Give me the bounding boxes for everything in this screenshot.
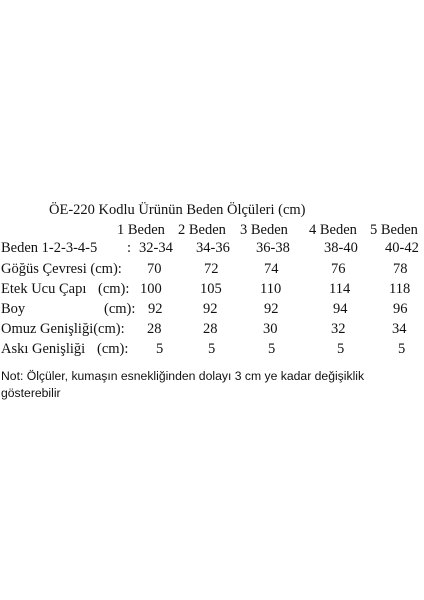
row-label: Askı Genişliği (1, 341, 86, 357)
size-header-4: 4 Beden (309, 222, 357, 238)
row-value: 34 (392, 321, 407, 337)
chart-title: ÖE-220 Kodlu Ürünün Beden Ölçüleri (cm) (49, 202, 306, 218)
row-value: 92 (148, 301, 163, 317)
row-label: Beden 1-2-3-4-5 (1, 240, 98, 256)
row-value: 32 (331, 321, 346, 337)
row-value: 5 (156, 341, 164, 357)
row-value: 38-40 (324, 240, 358, 256)
row-value: 28 (147, 321, 162, 337)
row-value: 70 (147, 261, 162, 277)
row-value: 110 (260, 281, 282, 297)
size-header-2: 2 Beden (178, 222, 226, 238)
row-value: 28 (203, 321, 218, 337)
row-value: 105 (200, 281, 222, 297)
row-value: 5 (208, 341, 216, 357)
measurement-note: Not: Ölçüler, kumaşın esnekliğinden dolayı 3 cm ye kadar değişiklik gösterebilir (1, 369, 365, 400)
row-value: 36-38 (256, 240, 290, 256)
row-unit: (cm): (98, 281, 130, 297)
table-row-boy (0, 302, 424, 322)
table-row-beden (0, 241, 424, 261)
row-value: 100 (140, 281, 162, 297)
row-value: 32-34 (139, 240, 173, 256)
row-value: 76 (331, 261, 346, 277)
row-unit: (cm): (97, 341, 129, 357)
row-value: 94 (333, 301, 348, 317)
row-value: 92 (203, 301, 218, 317)
row-value: 5 (337, 341, 345, 357)
size-header-1: 1 Beden (117, 222, 165, 238)
row-value: 30 (263, 321, 278, 337)
row-label: Boy (1, 301, 26, 317)
row-value: 34-36 (196, 240, 230, 256)
row-unit: (cm): (104, 301, 136, 317)
size-header-3: 3 Beden (240, 222, 288, 238)
row-label: Göğüs Çevresi (cm): (1, 261, 122, 277)
row-label: Etek Ucu Çapı (1, 281, 87, 297)
row-value: 78 (393, 261, 408, 277)
row-value: 40-42 (385, 240, 419, 256)
row-value: 5 (398, 341, 406, 357)
row-value: 118 (389, 281, 411, 297)
row-unit: : (127, 240, 132, 256)
row-value: 72 (204, 261, 219, 277)
row-value: 114 (329, 281, 351, 297)
row-value: 96 (393, 301, 408, 317)
table-row-aski (0, 342, 424, 362)
row-value: 5 (268, 341, 276, 357)
table-row-omuz (0, 322, 424, 342)
table-row-etek-ucu (0, 282, 424, 302)
row-value: 92 (264, 301, 279, 317)
size-header-5: 5 Beden (370, 222, 418, 238)
row-label: Omuz Genişliği(cm): (1, 321, 125, 337)
table-row-gogus (0, 262, 424, 282)
row-value: 74 (264, 261, 279, 277)
